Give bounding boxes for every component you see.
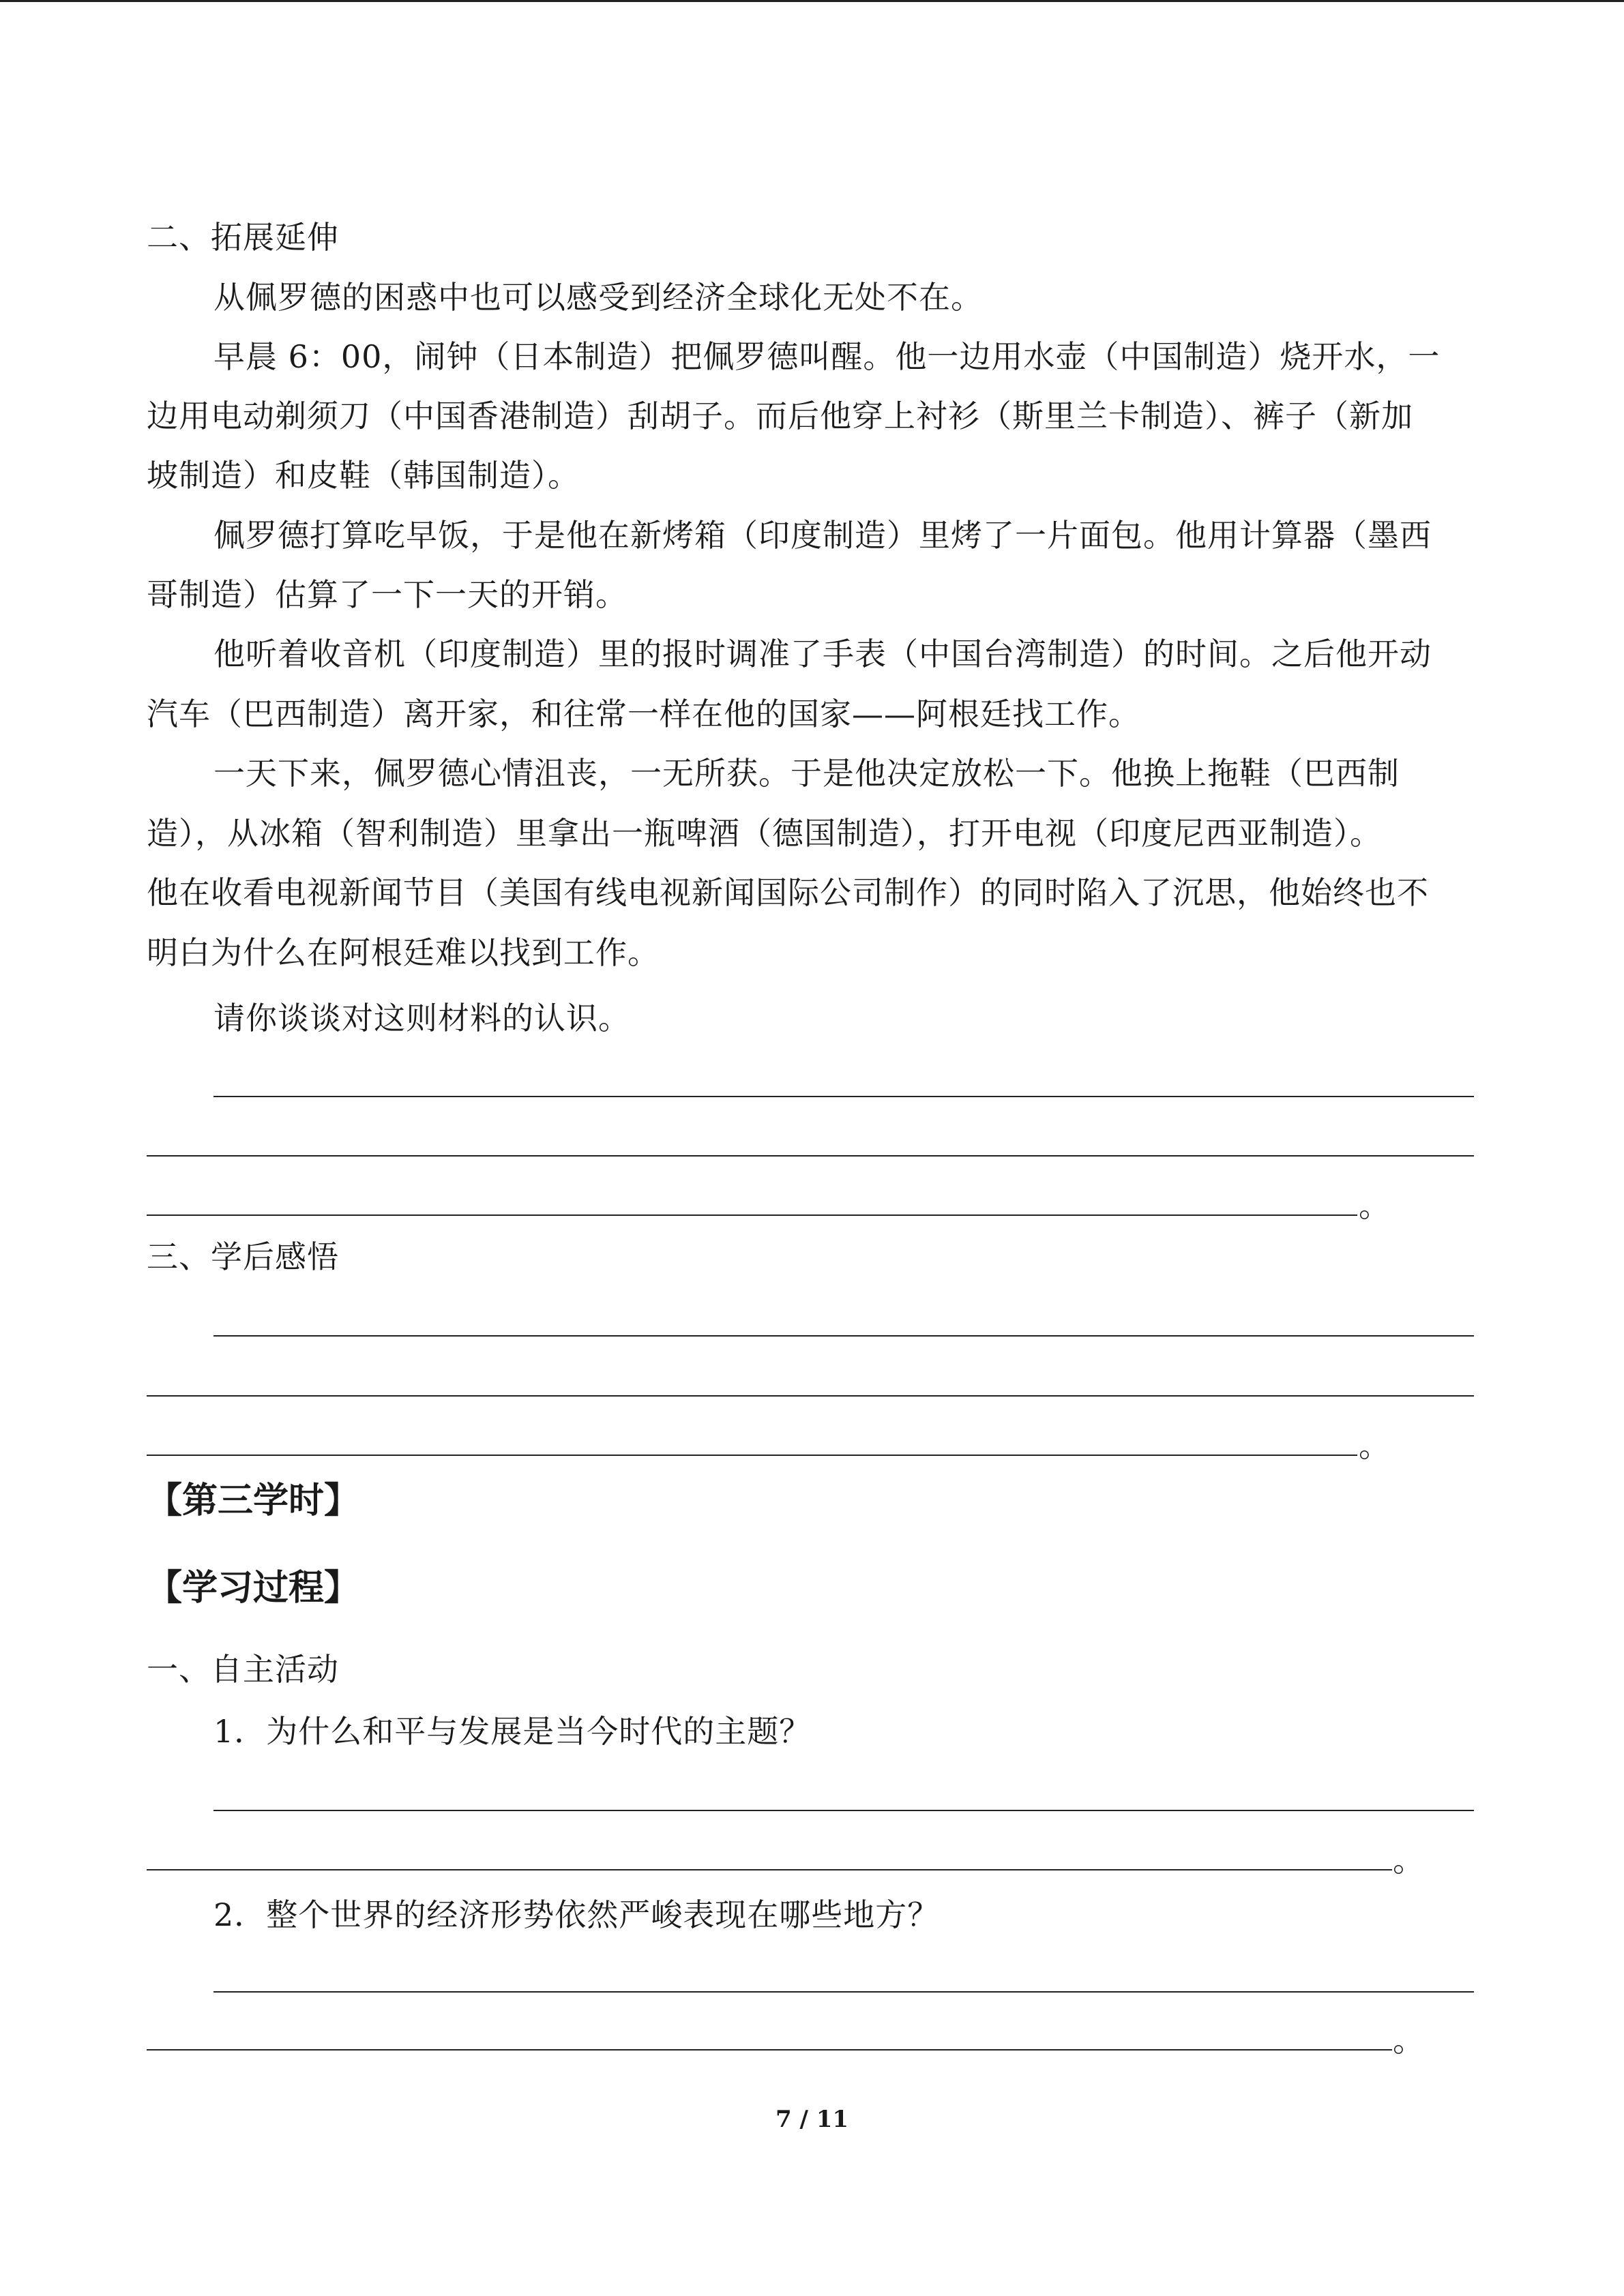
paragraph-line: 坡制造）和皮鞋（韩国制造）。 <box>147 457 580 494</box>
paragraph-line: 他在收看电视新闻节目（美国有线电视新闻国际公司制作）的同时陷入了沉思，他始终也不 <box>147 874 1429 911</box>
answer-line[interactable] <box>147 1869 1392 1870</box>
paragraph-line: 早晨 6：00，闹钟（日本制造）把佩罗德叫醒。他一边用水壶（中国制造）烧开水，一 <box>213 338 1441 375</box>
answer-line[interactable] <box>213 1810 1474 1811</box>
question-prompt: 请你谈谈对这则材料的认识。 <box>213 1000 630 1037</box>
paragraph-line: 哥制造）估算了一下一天的开销。 <box>147 576 628 613</box>
paragraph-line: 汽车（巴西制造）离开家，和往常一样在他的国家——阿根廷找工作。 <box>147 696 1140 732</box>
answer-line[interactable] <box>213 1096 1474 1097</box>
page-number: 7 / 11 <box>775 2106 849 2133</box>
answer-line[interactable] <box>147 1395 1474 1397</box>
section-heading-extension: 二、拓展延伸 <box>147 219 339 256</box>
answer-line[interactable] <box>213 1991 1474 1993</box>
answer-line[interactable] <box>147 1155 1474 1157</box>
end-mark: 。 <box>1359 1187 1390 1224</box>
paragraph-line: 边用电动剃须刀（中国香港制造）刮胡子。而后他穿上衬衫（斯里兰卡制造）、裤子（新加 <box>147 398 1413 434</box>
section-heading-self-activity: 一、自主活动 <box>147 1651 339 1688</box>
lesson-title: 【第三学时】 <box>147 1480 360 1521</box>
answer-line[interactable] <box>147 1455 1357 1456</box>
paragraph-line: 明白为什么在阿根廷难以找到工作。 <box>147 934 660 971</box>
question-1: 1．为什么和平与发展是当今时代的主题？ <box>213 1713 812 1750</box>
paragraph-line: 造），从冰箱（智利制造）里拿出一瓶啤酒（德国制造），打开电视（印度尼西亚制造）。 <box>147 815 1382 852</box>
paragraph-line: 佩罗德打算吃早饭，于是他在新烤箱（印度制造）里烤了一片面包。他用计算器（墨西 <box>213 517 1432 554</box>
section-heading-reflection: 三、学后感悟 <box>147 1238 339 1275</box>
end-mark: 。 <box>1359 1427 1390 1464</box>
answer-line[interactable] <box>147 1214 1357 1216</box>
paragraph-line: 他听着收音机（印度制造）里的报时调准了手表（中国台湾制造）的时间。之后他开动 <box>213 636 1432 672</box>
end-mark: 。 <box>1393 1842 1424 1879</box>
paragraph-line: 一天下来，佩罗德心情沮丧，一无所获。于是他决定放松一下。他换上拖鞋（巴西制 <box>213 755 1400 792</box>
answer-line[interactable] <box>147 2049 1392 2051</box>
answer-line[interactable] <box>213 1335 1474 1337</box>
question-2: 2．整个世界的经济形势依然严峻表现在哪些地方？ <box>213 1896 940 1933</box>
paragraph-line: 从佩罗德的困惑中也可以感受到经济全球化无处不在。 <box>213 279 983 316</box>
process-title: 【学习过程】 <box>147 1568 360 1609</box>
end-mark: 。 <box>1393 2022 1424 2059</box>
